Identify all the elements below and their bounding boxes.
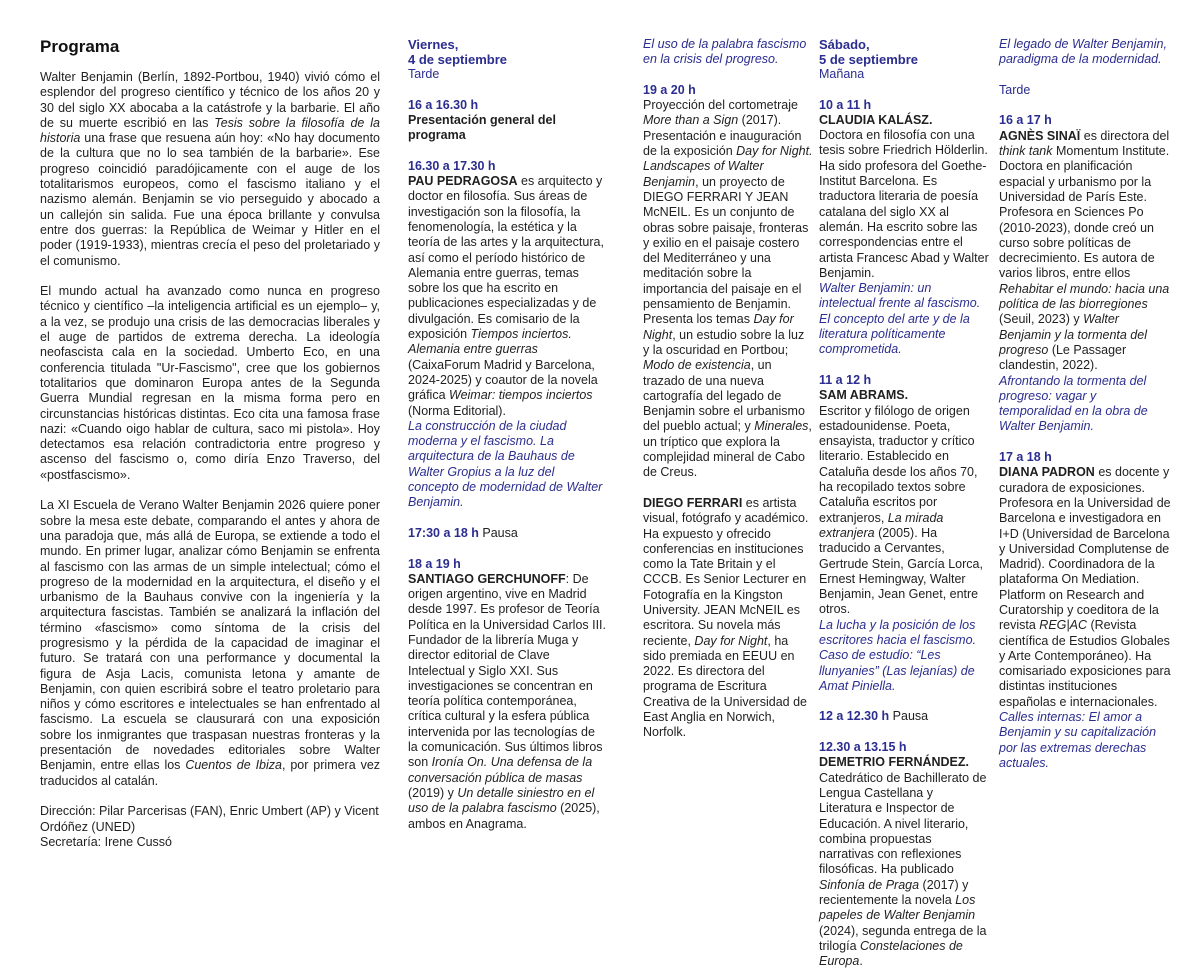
- speaker-bio: Doctora en filosofía con una tesis sobre Friedrich Hölderlin. Ha sido profesora del Goethe-Institut Barcelona. Es traductora literaria de poesía catalana del siglo XX al alemán. Ha escrito sobre las correspondencias entre el artista Francesc Abad y Walter Benjamin.: [819, 128, 989, 280]
- break-label: Pausa: [889, 709, 929, 724]
- break-time: 17:30 a 18 h: [408, 525, 479, 540]
- break-time: 12 a 12.30 h: [819, 709, 890, 724]
- session-title: Presentación general del programa: [408, 112, 556, 143]
- saturday-column-continued: [999, 37, 1171, 771]
- friday-part: Tarde: [408, 67, 440, 81]
- speaker-bio: AGNÈS SINAÏ es directora del think tank Momentum Institute. Doctora en planificación espacial y urbanismo por la Universidad de París Este. Profesora en Sciences Po (2010-2023), donde creó un curso sobre políticas de decrecimiento. Es autora de varios libros, entre ellos Rehabitar el mundo: hacia una política de las biorregiones (Seuil, 2023) y Walter Benjamin y la tormenta del progreso (Le Passager clandestin, 2022).: [999, 128, 1170, 373]
- speaker-name: CLAUDIA KALÁSZ.: [819, 112, 933, 127]
- friday-column-continued: [643, 37, 813, 741]
- friday-column: [408, 37, 608, 832]
- session-time: 16.30 a 17.30 h: [408, 158, 496, 173]
- speaker-bio: PAU PEDRAGOSA es arquitecto y doctor en filosofía. Sus áreas de investigación son la filosofía, la fenomenología, la estética y la teoría de las artes y la arquitectura, así como el período histórico de Alemania entre guerras, temas sobre los que ha escrito en publicaciones especializadas y de divulgación. Es comisario de la exposición Tiempos inciertos. Alemania entre guerras (CaixaForum Madrid y Barcelona, 2024-2025) y coautor de la novela gráfica Weimar: tiempos inciertos (Norma Editorial).: [408, 174, 604, 418]
- session-time: 16 a 16.30 h: [408, 97, 479, 112]
- intro-column: [40, 0, 380, 850]
- talk-title: Afrontando la tormenta del progreso: vagar y temporalidad en la obra de Walter Benjamin.: [999, 373, 1148, 434]
- saturday-date: 5 de septiembre: [819, 52, 918, 67]
- speaker-bio: Escritor y filólogo de origen estadounidense. Poeta, ensayista, traductor y crítico literario. Establecido en Cataluña desde los años 70, ha recopilado textos sobre Cataluña escritos por extranjeros, La mirada extranjera (2005). Ha traducido a Cervantes, Gertrude Stein, García Lorca, Ernest Hemingway, Walter Benjamin, Jean Genet, entre otros.: [819, 403, 983, 617]
- friday-day: Viernes,: [408, 37, 459, 52]
- speaker-name: SAM ABRAMS.: [819, 388, 909, 403]
- speaker-bio: DIANA PADRON es docente y curadora de exposiciones. Profesora en la Universidad de Barcelona e investigadora en I+D (Universidad de Barcelona y Universidad Complutense de Madrid). Coordinadora de la plataforma On Mediation. Platform on Research and Curatorship y coeditora de la revista REG|AC (Revista científica de Estudios Globales y Arte Contemporáneo). Ha comisariado exposiciones para distintas instituciones españolas e internacionales.: [999, 465, 1171, 709]
- speaker-name: DIEGO FERRARI: [643, 495, 743, 510]
- talk-title: Calles internas: El amor a Benjamin y su capitalización por las extremas derechas actuales.: [999, 710, 1157, 770]
- intro-paragraph-1: Walter Benjamin (Berlín, 1892-Portbou, 1940) vivió cómo el esplendor del progreso científico y técnico de los años 20 y 30 del siglo XX abocaba a la catástrofe y la barbarie. El año de su muerte escribió en las Tesis sobre la filosofía de la historia una frase que resuena aún hoy: «No hay documento de la cultura que no lo sea también de la barbarie». Ese progreso coincidió paradójicamente con el auge de los totalitarismos europeos, como el fascismo italiano y el nazismo alemán. Benjamin se vio perseguido y abocado a un callejón sin salida. Fue una época brillante y convulsa entre dos guerras: la República de Weimar y Hitler en el poder (1919-1933), mientras crecía el peso del proletariado y el comunismo.: [40, 70, 380, 268]
- session-time: 12.30 a 13.15 h: [819, 740, 907, 755]
- speaker-name: DEMETRIO FERNÁNDEZ.: [819, 755, 969, 770]
- session-time: 17 a 18 h: [999, 450, 1052, 465]
- speaker-bio: Catedrático de Bachillerato de Lengua Castellana y Literatura e Inspector de Educación. A nivel literario, combina propuestas narrativas con reflexiones filosóficas. Ha publicado Sinfonía de Praga (2017) y recientemente la novela Los papeles de Walter Benjamin (2024), segunda entrega de la trilogía Constelaciones de Europa.: [819, 770, 987, 969]
- friday-date: 4 de septiembre: [408, 52, 507, 67]
- break-label: Pausa: [478, 525, 518, 540]
- session-time: 16 a 17 h: [999, 113, 1052, 128]
- talk-title: La construcción de la ciudad moderna y el fascismo. La arquitectura de la Bauhaus de Walter Gropius a la luz del concepto de modernidad de Walter Benjamin.: [408, 418, 603, 510]
- speaker-name: PAU PEDRAGOSA: [408, 174, 518, 189]
- break: [819, 709, 989, 724]
- speaker-name: AGNÈS SINAÏ: [999, 128, 1081, 143]
- session-time: 11 a 12 h: [819, 372, 872, 387]
- speaker-bio: DIEGO FERRARI es artista visual, fotógrafo y académico. Ha expuesto y ofrecido conferencias en instituciones como la Tate Britain y el CCCB. Es Senior Lecturer en Fotografía en la Kingston University. JEAN McNEIL es escritora. Su novela más reciente, Day for Night, ha sido premiada en EEUU en 2022. Es directora del programa de Escritura Creativa de la Universidad de East Anglia en Norwich, Norfolk.: [643, 495, 809, 740]
- talk-title: El legado de Walter Benjamin, paradigma de la modernidad.: [999, 37, 1167, 67]
- secretary-credits: Secretaría: Irene Cussó: [40, 834, 173, 849]
- session-time: 10 a 11 h: [819, 97, 872, 112]
- session-time: 18 a 19 h: [408, 556, 461, 571]
- saturday-day: Sábado,: [819, 37, 870, 52]
- speaker-name: DIANA PADRON: [999, 465, 1095, 480]
- intro-paragraph-3: La XI Escuela de Verano Walter Benjamin 2026 quiere poner sobre la mesa este debate, comparando el antes y ahora de una paradoja que, más allá de Europa, se extiende a todo el mundo. En primer lugar, analizar cómo Benjamin se enfrenta al fascismo con las armas de un simple intelectual; cómo el progreso de la modernidad en la arquitectura, el diseño y el urbanismo de la Bauhaus convive con la ingeniería y la arquitectura fascistas. También se analizará la inflación del término «fascismo» como síntoma de la crisis del progresismo y la pérdida de la capacidad de imaginar el futuro. Se tratará con una performance y documental la figura de Asja Lacis, comunista letona y amante de Benjamin, con quien escribirá sobre el teatro proletario para niños y cómo escritores e intelectuales se han enfrentado al fascismo. La escuela se clausurará con una exposición sobre los inmigrantes que traspasan nuestras fronteras y la presentación de novedades editoriales sobre Walter Benjamin, entre ellas los Cuentos de Ibiza, por primera vez traducidos al catalán.: [40, 498, 381, 788]
- direction-credits: Dirección: Pilar Parcerisas (FAN), Enric Umbert (AP) y Vicent Ordóñez (UNED): [40, 804, 379, 834]
- saturday-afternoon: Tarde: [999, 82, 1031, 97]
- session-time: 19 a 20 h: [643, 82, 696, 97]
- session-description: Proyección del cortometraje More than a Sign (2017). Presentación e inauguración de la exposición Day for Night. Landscapes of Walter Benjamin, un proyecto de DIEGO FERRARI Y JEAN McNEIL. Es un conjunto de obras sobre paisaje, fronteras y exilio en el paisaje costero del Mediterráneo y una meditación sobre la importancia del paisaje en el pensamiento de Benjamin. Presenta los temas Day for Night, un estudio sobre la luz y la oscuridad en Portbou; Modo de existencia, un trazado de una nueva cartografía del legado de Benjamin sobre el urbanismo del pueblo actual; y Minerales, un tríptico que explora la complejidad mineral de Cabo de Creus.: [643, 98, 813, 480]
- talk-title: El uso de la palabra fascismo en la crisis del progreso.: [643, 37, 807, 67]
- break: [408, 526, 608, 541]
- saturday-part: Mañana: [819, 67, 865, 81]
- speaker-bio: SANTIAGO GERCHUNOFF: De origen argentino, vive en Madrid desde 1997. Es profesor de Teoría Política en la Universidad Carlos III. Fundador de la librería Muga y director editorial de Clave Intelectual y Siglo XXI. Sus investigaciones se concentran en teoría política contemporánea, crítica cultural y la esfera pública intervenida por las tecnologías de la comunicación. Sus últimos libros son Ironía On. Una defensa de la conversación pública de masas (2019) y Un detalle siniestro en el uso de la palabra fascismo (2025), ambos en Anagrama.: [408, 571, 607, 831]
- intro-paragraph-2: El mundo actual ha avanzado como nunca en progreso técnico y científico –la inteligencia artificial es un ejemplo– y, a la vez, se produjo una crisis de las democracias liberales y el auge de partidos de extrema derecha. La ideología neofascista cala en la sociedad. Umberto Eco, en una conferencia titulada "Ur-Fascismo", cree que los gobiernos totalitarios que dominaron Europa antes de la Segunda Guerra Mundial regresan en la misma forma pero en circunstancias históricas distintas. Eco cita una famosa frase nazi: «Cuando oigo hablar de cultura, saco mi pistola». Hoy detectamos esa relación contradictoria entre progreso y ascenso del fascismo o, como diría Enzo Traverso, del «postfascismo».: [40, 284, 380, 482]
- page-title: Programa: [40, 37, 120, 56]
- speaker-name: SANTIAGO GERCHUNOFF: [408, 571, 566, 586]
- saturday-column: [819, 37, 989, 970]
- talk-title: La lucha y la posición de los escritores hacia el fascismo. Caso de estudio: “Les llunyanies” (Las lejanías) de Amat Piniella.: [819, 617, 977, 693]
- talk-title: Walter Benjamin: un intelectual frente al fascismo. El concepto del arte y de la literatura políticamente comprometida.: [819, 281, 981, 357]
